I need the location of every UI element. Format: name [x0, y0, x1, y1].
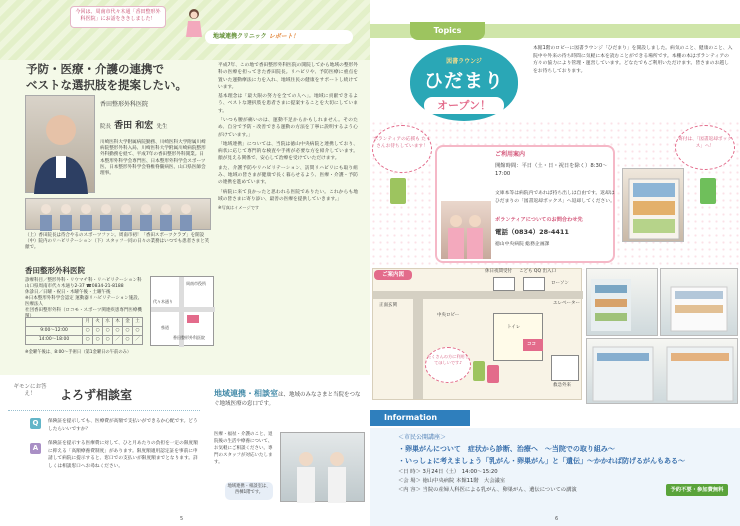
map-label: こども QQ 出入口 [519, 269, 556, 274]
info-topic: ・いっしょに考えましょう「乳がん・卵巣がん」と「遺伝」～かかれば防げるがんもある～ [398, 457, 685, 465]
logo-open: オープン！ [424, 97, 504, 114]
staff-photo [25, 198, 211, 230]
contact-department: 徳山中央病院 総務企画課 [495, 242, 550, 247]
donation-bubble: 寄付は、「図書返却ボックス」へ！ [675, 125, 735, 170]
table-cell: 土 [133, 318, 143, 327]
doctor-bio: 川崎医科大学附属病院勤務、川崎医科大学附属川崎病院整形外科入局、川崎医科大学附属川崎病院整形外科勤務を経て、平成7年の香田整形外科開業。日本整形外科学会専門医、日本整形外科学会スポーツ医、日本整形外科学会脊椎脊髄病医、山口県医師会理事。 [100, 140, 206, 176]
library-photo [660, 268, 738, 336]
series-pill [205, 30, 353, 44]
table-cell: ○ [123, 327, 133, 336]
table-cell: ○ [133, 327, 143, 336]
article-note: ※写真はイメージです [218, 205, 260, 211]
free-admission-badge: 予約不要・参加費無料 [666, 484, 728, 496]
right-page [370, 0, 740, 526]
map-label: 救急外来 [553, 383, 571, 388]
liaison-photo [280, 432, 365, 502]
map-label: 周南市役所 [186, 281, 206, 286]
clinic-name: 香田整形外科医院 [100, 101, 149, 108]
table-row [26, 318, 143, 327]
question-text: 保険証を提示しても、医療費が高額で支払いができるか心配です。どうしたらいいですか？ [48, 419, 198, 432]
map-title: ご案内図 [374, 270, 412, 280]
answer-badge: A [30, 443, 41, 454]
info-line: 社団香田整形外科（ロコモ・スポーツ関連疾患専門医療機関） [25, 308, 142, 320]
usage-heading: ご利用案内 [495, 151, 526, 158]
page-number: 5 [180, 516, 184, 523]
table-cell: 木 [113, 318, 123, 327]
usage-hours: 開館時間：平日（土・日・祝日を除く）8:30〜17:00 [495, 163, 608, 177]
map-label: 代々木通り [153, 299, 173, 304]
doctor-honorific: 先生 [156, 124, 168, 130]
map-label: 香田整形外科医院 [173, 335, 205, 340]
info-line: ※日本整形外科学会認定 運動器リハビリテーション施設、医療法人 [25, 296, 143, 308]
table-row [26, 327, 143, 336]
library-photo [586, 338, 738, 404]
liaison-body: 医療・福祉・介護のこと、退院後の生活や療養について、お気軽にご相談ください。専門のスタッフが対応いたします。 [214, 432, 273, 465]
table-cell: 14:00〜18:00 [26, 336, 83, 345]
map-label: 中央ロビー [437, 313, 460, 318]
liaison-lead: は、地域のみなさまと当院をつなぐ地域医療の窓口です。 [214, 392, 361, 407]
logo-kicker: 図書ラウンジ [446, 58, 482, 65]
article-headline: 予防・医療・介護の連携で ベストな選択肢を提案したい。 [26, 62, 187, 92]
map-label: エレベーター [553, 301, 580, 306]
info-topic: ・卵巣がんについて 症状から診断、治療へ ～当院での取り組み～ [398, 445, 615, 453]
book-character-icon [700, 178, 716, 204]
clinic-info-title: 香田整形外科医院 [25, 266, 85, 275]
table-row [26, 336, 143, 345]
hours-table [25, 317, 143, 345]
article-paragraph: 基本理念は「最大限の努力を全ての人へ」。地域に貢献できるよう、ベストな選択肢を患者さまに提案することを大切にしています。 [218, 94, 358, 114]
article-paragraph: また、介護予防やリハビリテーション、訪問リハビリにも取り組み、地域の皆さまが健康で長く暮らせるよう、医療・介護・予防の連携を進めています。 [218, 165, 358, 186]
info-line: 山口県周南市代々木通り2-37 ☎0834-21-8188 [25, 284, 124, 290]
information-banner: Information [370, 410, 470, 426]
table-cell: ○ [103, 336, 113, 345]
info-place: ＜会 場＞ 徳山中央病院 本館11階 大会議室 [398, 478, 506, 484]
table-cell: ○ [123, 336, 133, 345]
table-cell: ／ [133, 336, 143, 345]
doctor-role: 院長 [100, 124, 112, 130]
doctor-photo [25, 95, 95, 193]
article-paragraph: 「病院に来て良かったと思われる医院でありたい。これからも地域の皆さまに寄り添い、最善の医療を提供していきます。」 [218, 189, 358, 202]
table-cell: ／ [113, 336, 123, 345]
floor-map [372, 268, 582, 400]
series-label: 地域連携クリニック [213, 33, 267, 40]
liaison-location-note: 地域連携・相談室は、西棟1階です。 [225, 482, 273, 500]
topics-tab: Topics [410, 22, 485, 40]
liaison-intro [214, 388, 364, 408]
map-room [493, 277, 515, 291]
map-label: 県道 [161, 325, 169, 330]
map-room-toilet [493, 313, 543, 361]
hours-footnote: ※金曜午後は、8:00〜手術日（第1金曜日の午前のみ） [25, 350, 132, 355]
table-cell: ○ [93, 327, 103, 336]
table-cell: 火 [93, 318, 103, 327]
lead-box: 今回は、周南市代々木通「香田整形外科医院」にお話をききしました！ [70, 6, 166, 28]
map-label-here: ココ [527, 342, 536, 347]
book-character-icon [487, 365, 499, 383]
table-cell: 9:00〜12:00 [26, 327, 83, 336]
volunteer-bubble: ボランティアの応援も たくさんお待ちしています！ [372, 125, 432, 173]
info-content: ＜内 容＞ 当院の産婦人科医による乳がん、卵巣がん、遺伝についての講演 [398, 487, 577, 493]
table-cell: ○ [93, 336, 103, 345]
map-label: トイレ [507, 325, 521, 330]
table-cell: 金 [123, 318, 133, 327]
table-cell: 水 [103, 318, 113, 327]
doctor-name: 香田 和宏 [114, 121, 154, 131]
table-cell: ○ [113, 327, 123, 336]
clinic-map [150, 276, 214, 346]
corridor [413, 299, 423, 399]
table-cell: ○ [83, 336, 93, 345]
volunteer-contact-heading: ボランティアについてのお問合わせ先 [495, 217, 583, 223]
page-number: 6 [555, 516, 559, 523]
contact-phone: 電話（0834）28-4411 [495, 228, 569, 236]
table-cell: 月 [83, 318, 93, 327]
logo-main: ひだまり [423, 70, 504, 92]
map-room [551, 355, 579, 381]
info-date: ＜日 時＞ 3月24日（土） 14:00～15:20 [398, 469, 498, 475]
hidamari-logo [410, 45, 518, 121]
clinic-info-lines [25, 278, 143, 320]
staff-caption: （上）香田院長は待合やるのスポーツファン。周南市初！「香田スポーツクラブ」を開設（中）院内のリハビリテーション（下）スタッフ一同の日々の業務はいつでも患者さまと笑顔で。 [25, 233, 210, 251]
liaison-title: 地域連携・相談室 [214, 389, 278, 398]
girl-illustration-icon [185, 8, 203, 40]
information-section [370, 428, 740, 526]
article-body [218, 62, 358, 214]
consult-title: よろず相談室 [60, 388, 133, 402]
lounge-intro: 本館1階のロビーに図書ラウンジ「ひだまり」を開設しました。病気のこと、健康のこと、入院中や外来の待ち時間に気軽に本を読むことができる場所です。本棚の本はボランティアの方々の協力により管理・運営しています。どなたでもご利用いただけます。皆さまのお越しをお待ちしております。 [533, 46, 733, 75]
series-title: レポート！ [268, 33, 299, 40]
library-photo [586, 268, 658, 336]
usage-guide-box [435, 145, 615, 263]
usage-rules: 文庫本等は病院内であれば持ち出しは自由です。返却はひだまりの「図書返却ボックス」へ返却してください。 [495, 191, 615, 204]
article-paragraph: 平成7年、この地で香田整形外科医院の開院してから地域の整形外科の医療を担ってきた香田院長。リハビリや、予防医療に重点を置いた運動療法に力を入れ、地域住民の健康をサポートし続けています。 [218, 63, 358, 90]
question-badge: Q [30, 418, 41, 429]
article-paragraph: 「いつも腰が痛いのは、運動不足からかもしれません。そのため、自分で予防・改善できる運動の方法を丁寧に説明するよう心がけています。」 [218, 117, 358, 138]
table-cell [26, 318, 83, 327]
map-room [523, 277, 545, 291]
table-cell: ○ [103, 327, 113, 336]
info-category: ＜市民公開講座＞ [398, 434, 447, 441]
doctor-title [100, 120, 167, 132]
bookshelf-photo [622, 168, 684, 242]
map-bubble: たくさんの方に利用してほしいです♪ [425, 347, 471, 383]
map-label: 正面玄関 [379, 303, 397, 308]
corridor [373, 291, 583, 299]
consult-kicker: ギモンにお答え！ [13, 384, 47, 397]
book-character-icon [390, 178, 406, 204]
volunteers-photo [441, 201, 491, 259]
map-label: ローソン [551, 281, 569, 286]
article-paragraph: 「地域連携」については、当院は徳山中央病院と連携しており、病状に応じて専門的な検査や手術が必要な方を紹介しています。顔が見える関係で、安心して治療を受けていただけます。 [218, 141, 358, 162]
info-line: 診療科目／整形外科・リウマチ科・リハビリテーション科 [25, 278, 142, 283]
map-label: 休日夜間受付 [485, 269, 512, 274]
info-line: 休診日／日曜・祝日・木曜午後・土曜午後 [25, 290, 111, 296]
book-character-icon [473, 361, 485, 381]
answer-text: 保険証を提示する医療費に対して、ひと月あたりの負担を一定の限度額に抑える「高額療養費制度」があります。限度額適用認定証を事前に申請して病院に提示すると、窓口での支払いが限度額までとなります。詳しくは相談窓口へお尋ねください。 [48, 441, 198, 469]
table-cell: ○ [83, 327, 93, 336]
